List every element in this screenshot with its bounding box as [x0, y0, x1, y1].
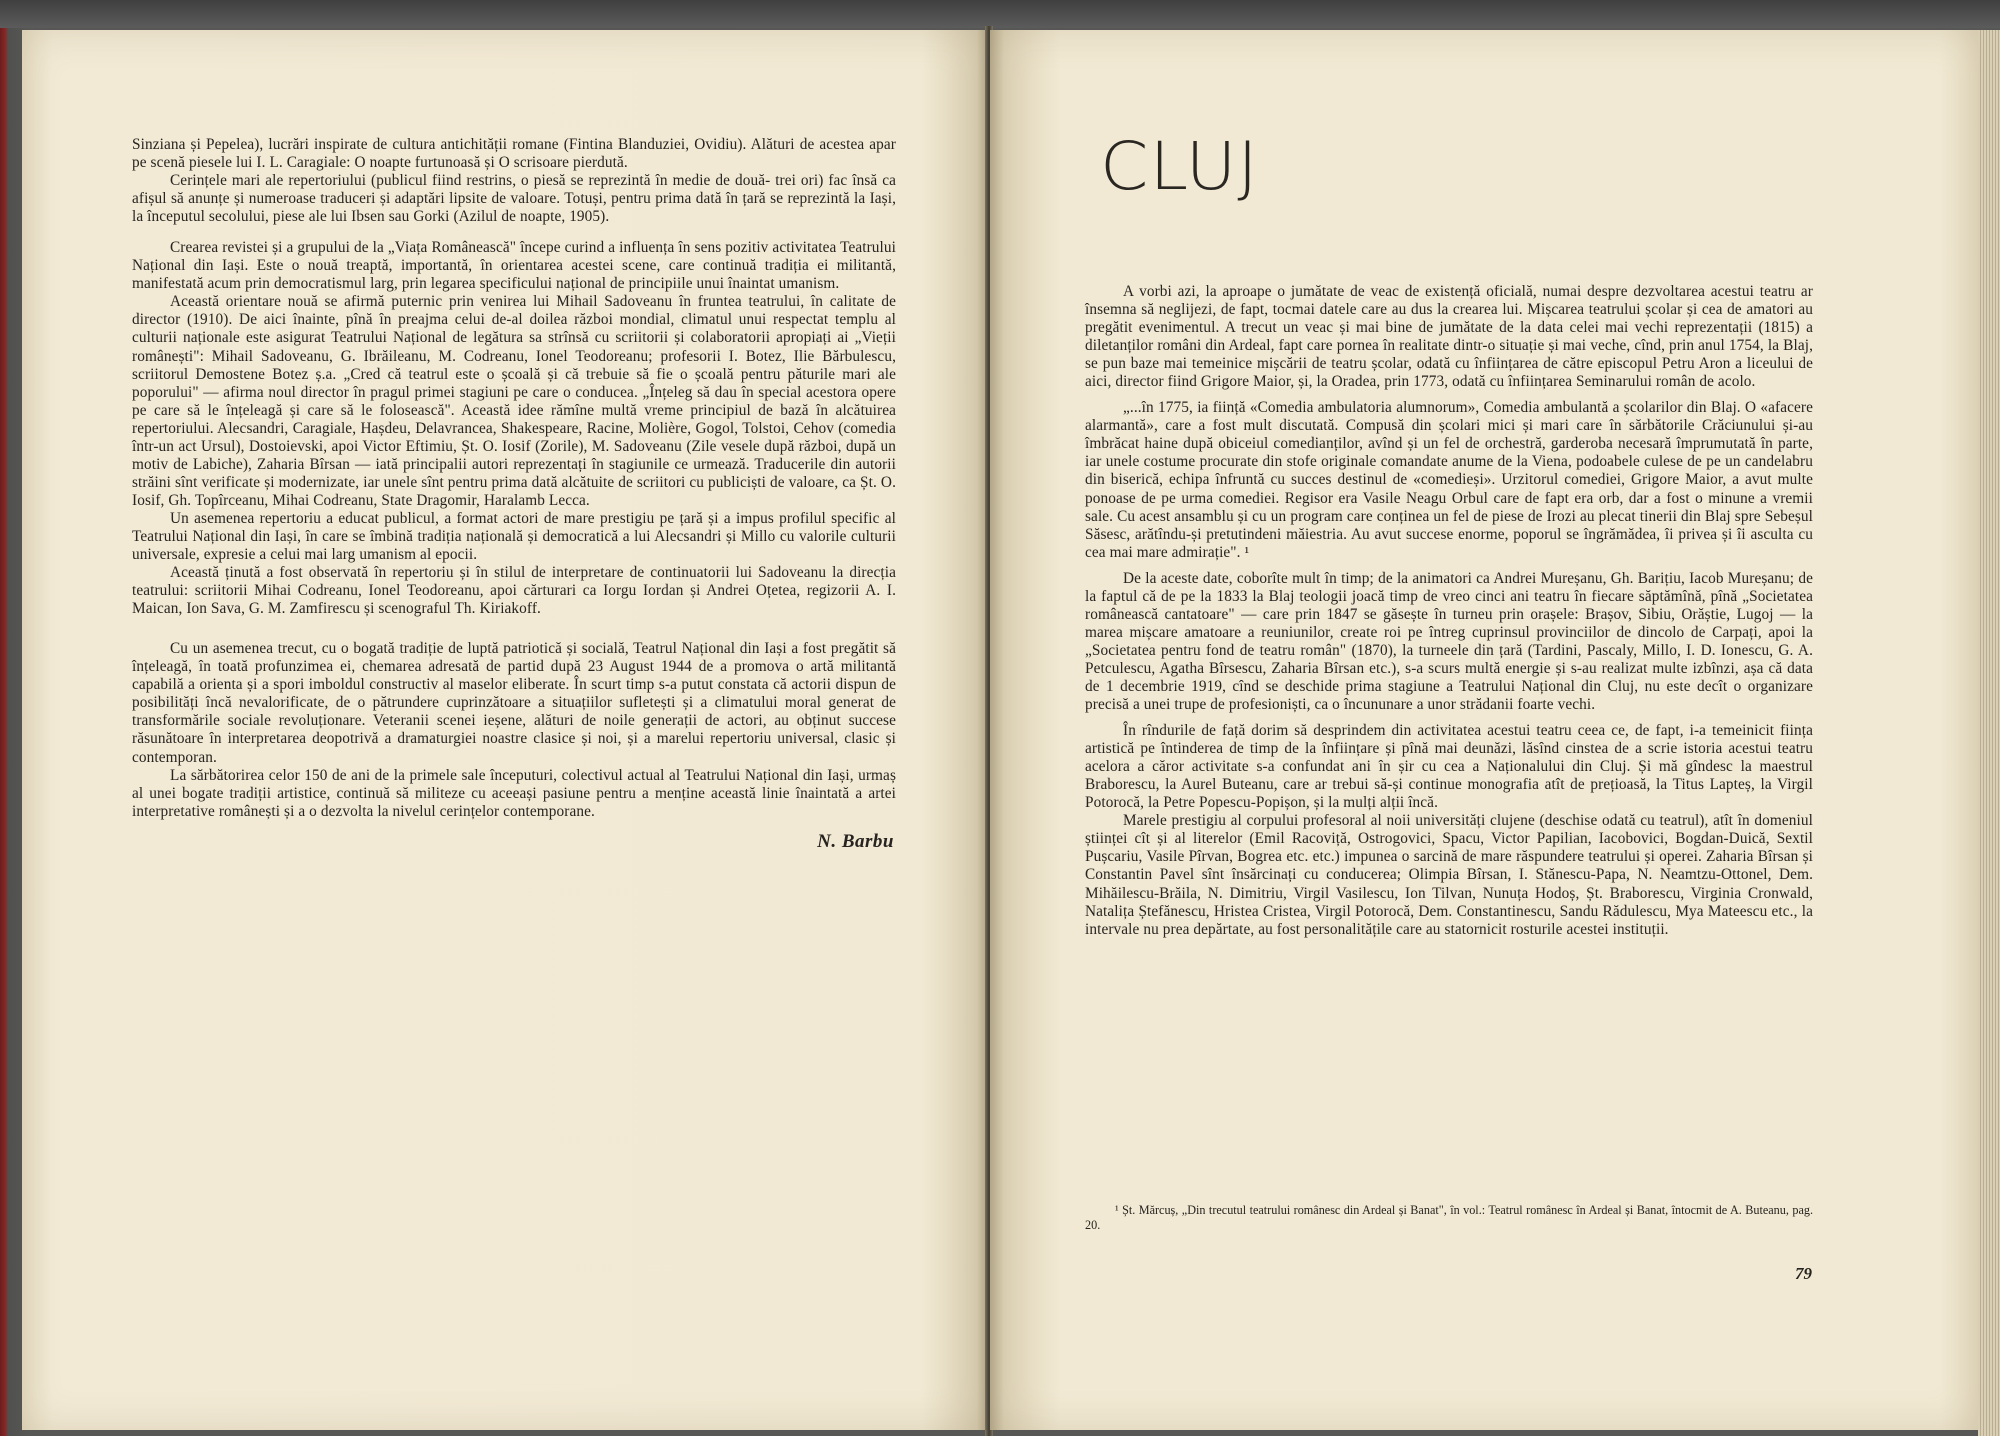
right-text-column: [1085, 283, 1813, 939]
paragraph: „...în 1775, ia ființă «Comedia ambulatoria alumnorum», Comedia ambulantă a școlarilor din Blaj. O «afacere alarmantă», care a fost mult discutată. Compusă din școlari mici și mari care în sărbătorile Crăciunului și-au îmbrăcat haine după obiceiul comedianților, avînd și un fel de orchestră, garderoba necesară împrumutată în parte, iar unele costume procurate din stofe originale comandate anume de la Viena, podoabele culese de pe un candelabru din biserică, echipa înfruntă cu succes destinul de «comedieși». Urzitorul comediei, Grigore Maior, a avut multe ponoase de pe urma comediei. Regisor era Vasile Neagu Orbul care de fapt era orb, dar a fost o minune a vremii sale. Cu acest ansamblu și cu un program care conținea un fel de piese de Irozi au plecat tinerii din Blaj spre Sebeșul Săsesc, arătîndu-și pretutindeni măiestria. Au avut succese enorme, poporul se îngrămădea, îi privea și îi asculta cu cea mai mare admirație". ¹: [1085, 399, 1813, 561]
footnote: [1085, 1203, 1813, 1233]
left-text-column: [132, 136, 896, 851]
footnote-text: ¹ Șt. Mărcuș, „Din trecutul teatrului românesc din Ardeal și Banat", în vol.: Teatrul românesc în Ardeal și Banat, întocmit de A. Buteanu, pag. 20.: [1085, 1203, 1813, 1232]
paragraph: Crearea revistei și a grupului de la „Viața Românească" începe curind a influența în sens pozitiv activitatea Teatrului Național din Iași. Este o nouă treaptă, importantă, în orientarea acestei scene, care continuă tradiția ei militantă, manifestată acum prin democratismul larg, prin legarea specificului național de principiile unui înaintat umanism.: [132, 239, 896, 293]
paragraph: Această orientare nouă se afirmă puternic prin venirea lui Mihail Sadoveanu în fruntea teatrului, în calitate de director (1910). De aici înainte, pînă în preajma celui de-al doilea război mondial, climatul unui respectat templu al culturii naționale este asigurat Teatrului Național de legătura sa strînsă cu scriitorii și colaboratorii apropiați ai „Vieții românești": Mihail Sadoveanu, G. Ibrăileanu, M. Codreanu, Ionel Teodoreanu; profesorii I. Botez, Ilie Bărbulescu, scriitorul Demostene Botez ș.a. „Cred că teatrul este o școală și că trebuie să fie o școală pentru păturile mari ale poporului" — afirma noul director în pragul primei stagiuni pe care o conducea. „Înțeleg să dau în special acestora opere pe care să le înțeleagă și care să le folosească". Această idee rămîne multă vreme principiul de bază în alcătuirea repertoriului. Alecsandri, Caragiale, Hașdeu, Delavrancea, Shakespeare, Racine, Molière, Gogol, Tolstoi, Cehov (comedia într-un act Ursul), Dostoievski, apoi Victor Eftimiu, Șt. O. Iosif (Zorile), M. Sadoveanu (Zile vesele după război, după un motiv de Labiche), Zaharia Bîrsan — iată principalii autori reprezentați în stagiunile ce urmează. Traducerile din autorii străini sînt verificate și modernizate, iar unele sînt pentru prima dată alcătuite de scriitori cu publiciști de valoare, ca Șt. O. Iosif, Gh. Topîrceanu, Mihai Codreanu, State Dragomir, Haralamb Lecca.: [132, 293, 896, 509]
paragraph: În rîndurile de față dorim să desprindem din activitatea acestui teatru ceea ce, de fapt, i-a temeinicit ființa artistică pe întinderea de timp de la înființare și pînă mai deunăzi, lăsînd cinstea de a scrie istoria acestui teatru acelora a căror activitate s-a confundat ani în șir cu cea a Naționalului din Cluj. Și mă gîndesc la maestrul Braborescu, la Aurel Buteanu, care ar trebui să-și continue monografia atît de prețioasă, la Titus Lapteș, la Virgil Potorocă, la Petre Popescu-Popișon, și la mulți alții încă.: [1085, 722, 1813, 812]
paragraph: Cerințele mari ale repertoriului (publicul fiind restrins, o piesă se reprezintă în medie de două- trei ori) fac însă ca afișul să anunțe și numeroase traduceri și adaptări lipsite de valoare. Totuși, pentru prima dată în țară se reprezintă la Iași, la începutul secolului, piese ale lui Ibsen sau Gorki (Azilul de noapte, 1905).: [132, 172, 896, 226]
paragraph: Marele prestigiu al corpului profesoral al noii universități clujene (deschise odată cu teatrul), atît în domeniul științei cît și al literelor (Emil Racoviță, Ostrogovici, Spacu, Victor Papilian, Iacobovici, Bogdan-Duică, Sextil Pușcariu, Vasile Pîrvan, Bogrea etc. etc.) impunea o sarcină de mare răspundere teatrului și operei. Zaharia Bîrsan și Constantin Pavel sînt însărcinați cu conducerea; Olimpia Bîrsan, I. Stănescu-Papa, N. Neamtzu-Ottonel, Dem. Mihăilescu-Brăila, N. Dimitriu, Virgil Vasilescu, Ion Tilvan, Nunuța Hodoș, Șt. Braborescu, Virginia Cronwald, Natalița Ștefănescu, Hristea Cristea, Virgil Potorocă, Dem. Constantinescu, Sandu Rădulescu, Mya Mateescu etc., la intervale nu prea depărtate, au fost personalitățile care au statornicit rosturile acestei instituții.: [1085, 812, 1813, 938]
paragraph: La sărbătorirea celor 150 de ani de la primele sale începuturi, colectivul actual al Teatrului Național din Iași, urmaș al unei bogate tradiții artistice, continuă să militeze cu aceeași pasiune pentru a menține această linie înaintată a artei interpretative românești și a o dezvolta la nivelul cerințelor contemporane.: [132, 766, 896, 820]
paragraph: Această ținută a fost observată în repertoriu și în stilul de interpretare de continuatorii lui Sadoveanu la direcția teatrului: scriitorii Mihai Codreanu, Ionel Teodoreanu, apoi cărturari ca Iorgu Iordan și Andrei Oțetea, regizorii A. I. Maican, Ion Sava, G. M. Zamfirescu și scenograful Th. Kiriakoff.: [132, 564, 896, 618]
paragraph: A vorbi azi, la aproape o jumătate de veac de existență oficială, numai despre dezvoltarea acestui teatru ar însemna să neglijezi, de fapt, tocmai datele care au dus la crearea lui. Mișcarea teatrului școlar și cea de amatori au pregătit evenimentul. A trecut un veac și mai bine de jumătate de la data celei mai vechi reprezentații (1815) a diletanților români din Ardeal, fapt care pornea în realitate dintr-o situație și mai veche, cînd, prin anul 1754, la Blaj, se pun baze mai temeinice mișcării de teatru școlar, odată cu înființarea de către episcopul Petru Aron a liceului de aici, director fiind Grigore Maior, și, la Oradea, prin 1773, odată cu înființarea Seminarului român de acolo.: [1085, 283, 1813, 391]
book-cover-edge: [0, 0, 2000, 28]
paragraph: Un asemenea repertoriu a educat publicul, a format actori de mare prestigiu pe țară și a impus profilul specific al Teatrului Național din Iași, în care se îmbină tradiția națională și democratică a lui Alecsandri și Millo cu valorile culturii universale, expresie a celui mai larg umanism al epocii.: [132, 509, 896, 564]
page-number: 79: [1795, 1264, 1812, 1283]
author-signature: N. Barbu: [817, 830, 894, 852]
section-heading: CLUJ: [1100, 128, 1259, 205]
paragraph: De la aceste date, coborîte mult în timp; de la animatori ca Andrei Mureșanu, Gh. Barițiu, Iacob Mureșanu; de la faptul că de pe la 1833 la Blaj teologii joacă timp de vreo cinci ani teatru în fiecare săptămînă, pînă „Societatea românească cantatoare" — care prin 1847 se găsește în turneu prin orașele: Brașov, Sibiu, Orăștie, Lugoj — la marea mișcare amatoare a reuniunilor, create roi pe întreg cuprinsul provinciilor de dincolo de Carpați, apoi la „Societatea pentru fond de teatru român" (1870), la turneele din țară (Tardini, Pascaly, Millo, I. D. Ionescu, G. A. Petculescu, Agatha Bîrsescu, Zaharia Bîrsan etc.), s-a scurs multă energie și s-au realizat multe izbînzi, așa că data de 1 decembrie 1919, cînd se deschide prima stagiune a Teatrului Național din Cluj, nu este decît o organizare precisă a unei trupe de profesioniști, ca o încununare a unor strădanii foarte vechi.: [1085, 569, 1813, 714]
paragraph: Sinziana și Pepelea), lucrări inspirate de cultura antichității romane (Fintina Blanduziei, Ovidiu). Alături de acestea apar pe scenă piesele lui I. L. Caragiale: O noapte furtunoasă și O scrisoare pierdută.: [132, 136, 896, 172]
paragraph: Cu un asemenea trecut, cu o bogată tradiție de luptă patriotică și socială, Teatrul Național din Iași a fost pregătit să înțeleagă, în toată profunzimea ei, chemarea adresată de partid după 23 August 1944 de a promova o artă militantă capabilă a orienta și a spori imboldul constructiv al maselor eliberate. În scurt timp s-a putut constata că actorii dispun de posibilități încă nevalorificate, de o pătrundere cuprinzătoare a situațiilor sufletești și a climatului moral generat de transformările sociale revoluționare. Veteranii scenei ieșene, alături de noile generații de actori, au obținut succese răsunătoare în interpretarea deopotrivă a dramaturgiei noastre clasice și noi, și a marelui repertoriu universal, clasic și contemporan.: [132, 640, 896, 766]
page-edges: [1978, 30, 2000, 1436]
